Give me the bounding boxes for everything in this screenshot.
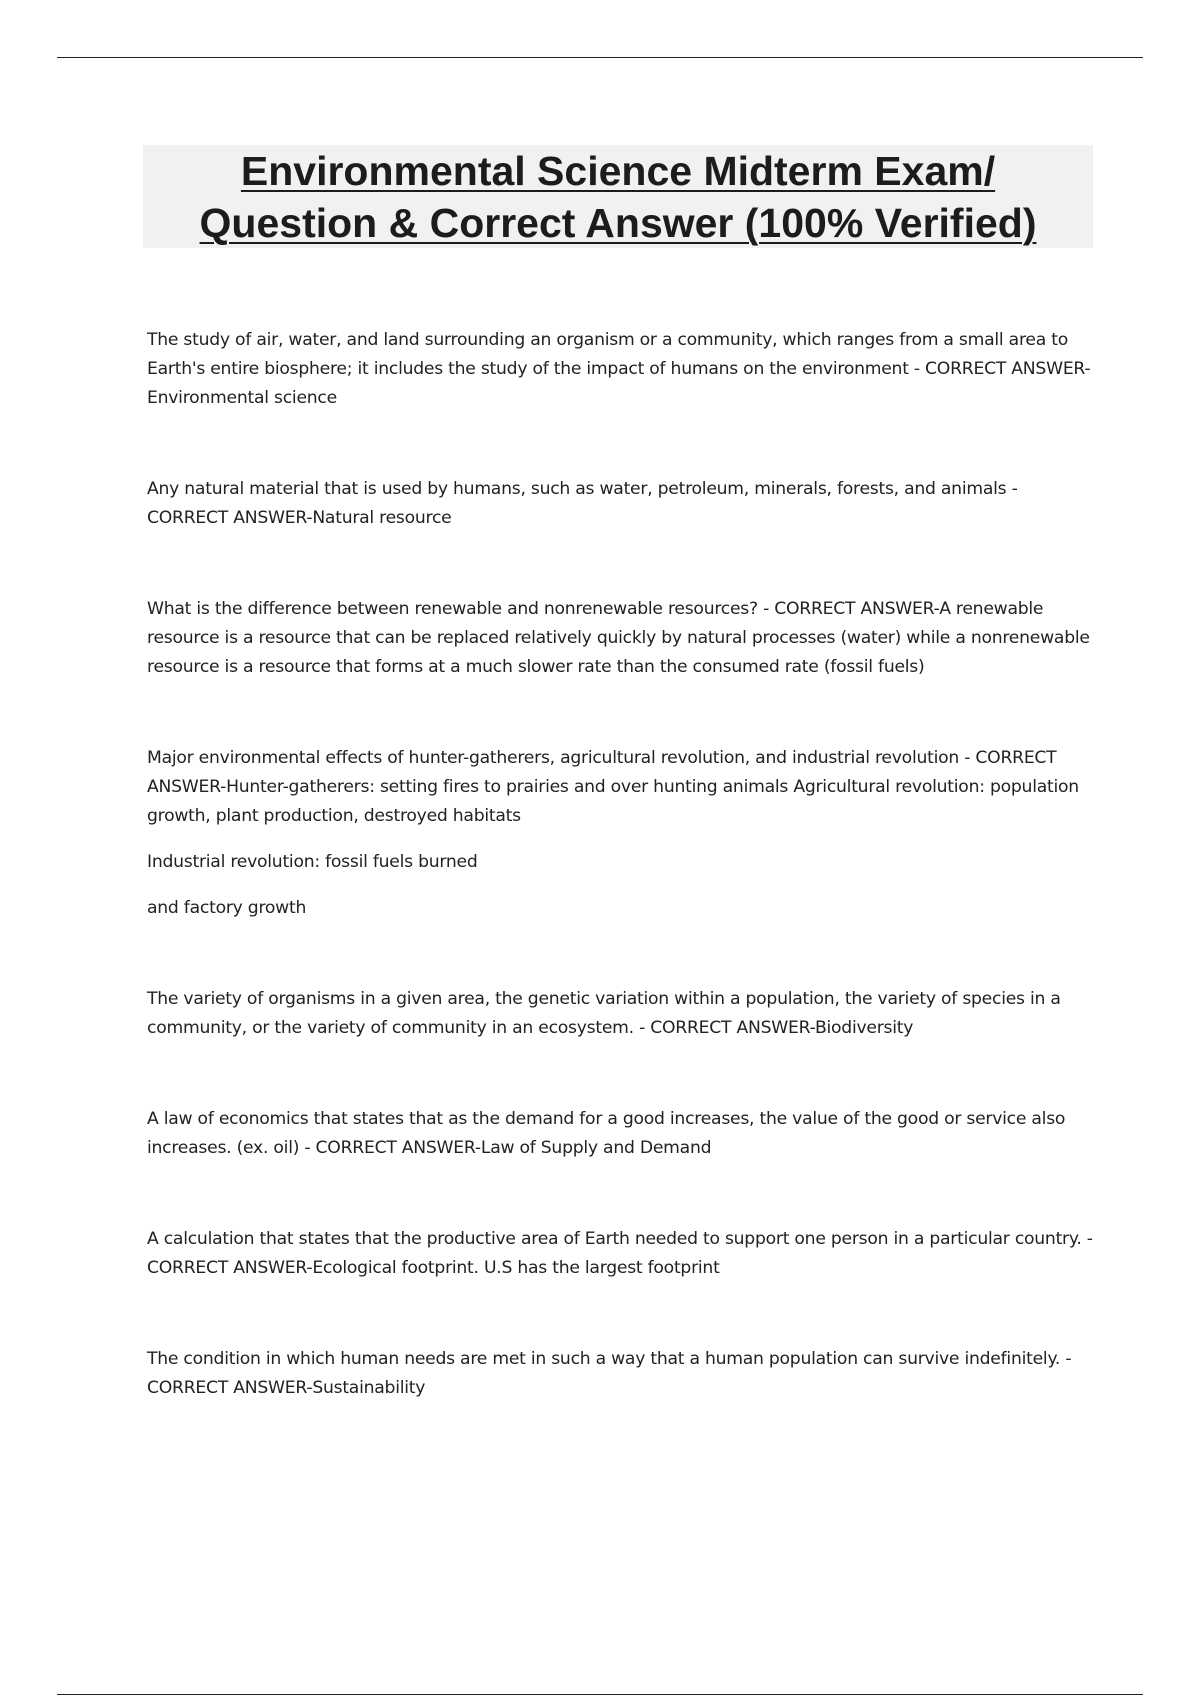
document-title (143, 145, 1093, 249)
qa-item (147, 326, 1097, 413)
qa-list (147, 326, 1097, 1403)
qa-text: The variety of organisms in a given area, the genetic variation within a population, the variety of species in a community, or the variety of community in an ecosystem. - CORRECT ANSWER-Biodiversity (147, 989, 1061, 1038)
qa-item (147, 1225, 1097, 1283)
qa-item (147, 595, 1097, 682)
qa-item (147, 744, 1097, 923)
qa-text: The study of air, water, and land surrounding an organism or a community, which ranges from a small area to Earth's entire biosphere; it includes the study of the impact of humans on the environment - CORRECT ANSWER-Environmental science (147, 330, 1091, 408)
qa-text: A law of economics that states that as the demand for a good increases, the value of the good or service also increases. (ex. oil) - CORRECT ANSWER-Law of Supply and Demand (147, 1109, 1066, 1158)
title-line-1: Environmental Science Midterm Exam/ (240, 148, 996, 194)
qa-text: A calculation that states that the productive area of Earth needed to support one person in a particular country. - CORRECT ANSWER-Ecological footprint. U.S has the largest footprint (147, 1229, 1093, 1278)
title-line-2: Question & Correct Answer (100% Verified) (199, 200, 1037, 246)
top-rule (57, 57, 1143, 58)
bottom-rule (57, 1694, 1143, 1695)
qa-item (147, 1105, 1097, 1163)
qa-text-continuation: and factory growth (147, 898, 307, 918)
qa-item (147, 1345, 1097, 1403)
qa-text: Any natural material that is used by humans, such as water, petroleum, minerals, forests, and animals - CORRECT ANSWER-Natural resource (147, 479, 1018, 528)
qa-text-continuation: Industrial revolution: fossil fuels burned (147, 852, 478, 872)
qa-item (147, 985, 1097, 1043)
qa-text: Major environmental effects of hunter-gatherers, agricultural revolution, and industrial revolution - CORRECT ANSWER-Hunter-gatherers: setting fires to prairies and over hunting animals Agricultural revolution: population growth, plant production, destroyed habitats (147, 748, 1079, 826)
qa-item (147, 475, 1097, 533)
qa-text: The condition in which human needs are met in such a way that a human population can survive indefinitely. - CORRECT ANSWER-Sustainability (147, 1349, 1072, 1398)
qa-text: What is the difference between renewable and nonrenewable resources? - CORRECT ANSWER-A renewable resource is a resource that can be replaced relatively quickly by natural processes (water) while a nonrenewable resource is a resource that forms at a much slower rate than the consumed rate (fossil fuels) (147, 599, 1090, 677)
